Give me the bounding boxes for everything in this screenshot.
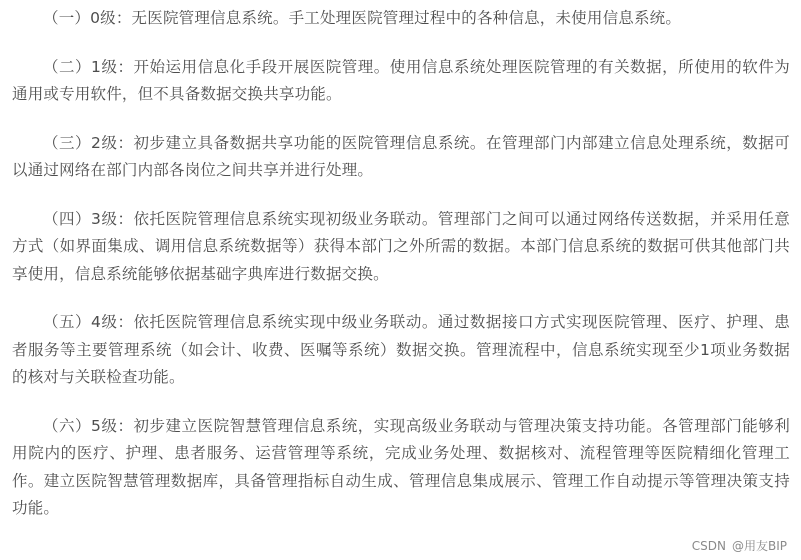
watermark [692,537,787,554]
paragraph-level-5: （六）5级：初步建立医院智慧管理信息系统，实现高级业务联动与管理决策支持功能。各管理部门能够利用院内的医疗、护理、患者服务、运营管理等系统，完成业务处理、数据核对、流程管理等医院精细化管理工作。建立医院智慧管理数据库，具备管理指标自动生成、管理信息集成展示、管理工作自动提示等管理决策支持功能。 [12,416,790,517]
paragraph-level-1: （二）1级：开始运用信息化手段开展医院管理。使用信息系统处理医院管理的有关数据，所使用的软件为通用或专用软件，但不具备数据交换共享功能。 [12,57,790,103]
watermark-site: CSDN [691,539,726,553]
document-body [12,5,790,544]
watermark-author: @用友BIP [731,539,787,553]
paragraph-level-0: （一）0级：无医院管理信息系统。手工处理医院管理过程中的各种信息，未使用信息系统。 [43,9,682,27]
paragraph-level-4: （五）4级：依托医院管理信息系统实现中级业务联动。通过数据接口方式实现医院管理、医疗、护理、患者服务等主要管理系统（如会计、收费、医嘱等系统）数据交换。管理流程中，信息系统实现至少1项业务数据的核对与关联检查功能。 [12,313,790,386]
paragraph-level-3: （四）3级：依托医院管理信息系统实现初级业务联动。管理部门之间可以通过网络传送数据，并采用任意方式（如界面集成、调用信息系统数据等）获得本部门之外所需的数据。本部门信息系统的数据可供其他部门共享使用，信息系统能够依据基础字典库进行数据交换。 [12,209,790,283]
paragraph-level-2: （三）2级：初步建立具备数据共享功能的医院管理信息系统。在管理部门内部建立信息处理系统，数据可以通过网络在部门内部各岗位之间共享并进行处理。 [12,133,790,179]
